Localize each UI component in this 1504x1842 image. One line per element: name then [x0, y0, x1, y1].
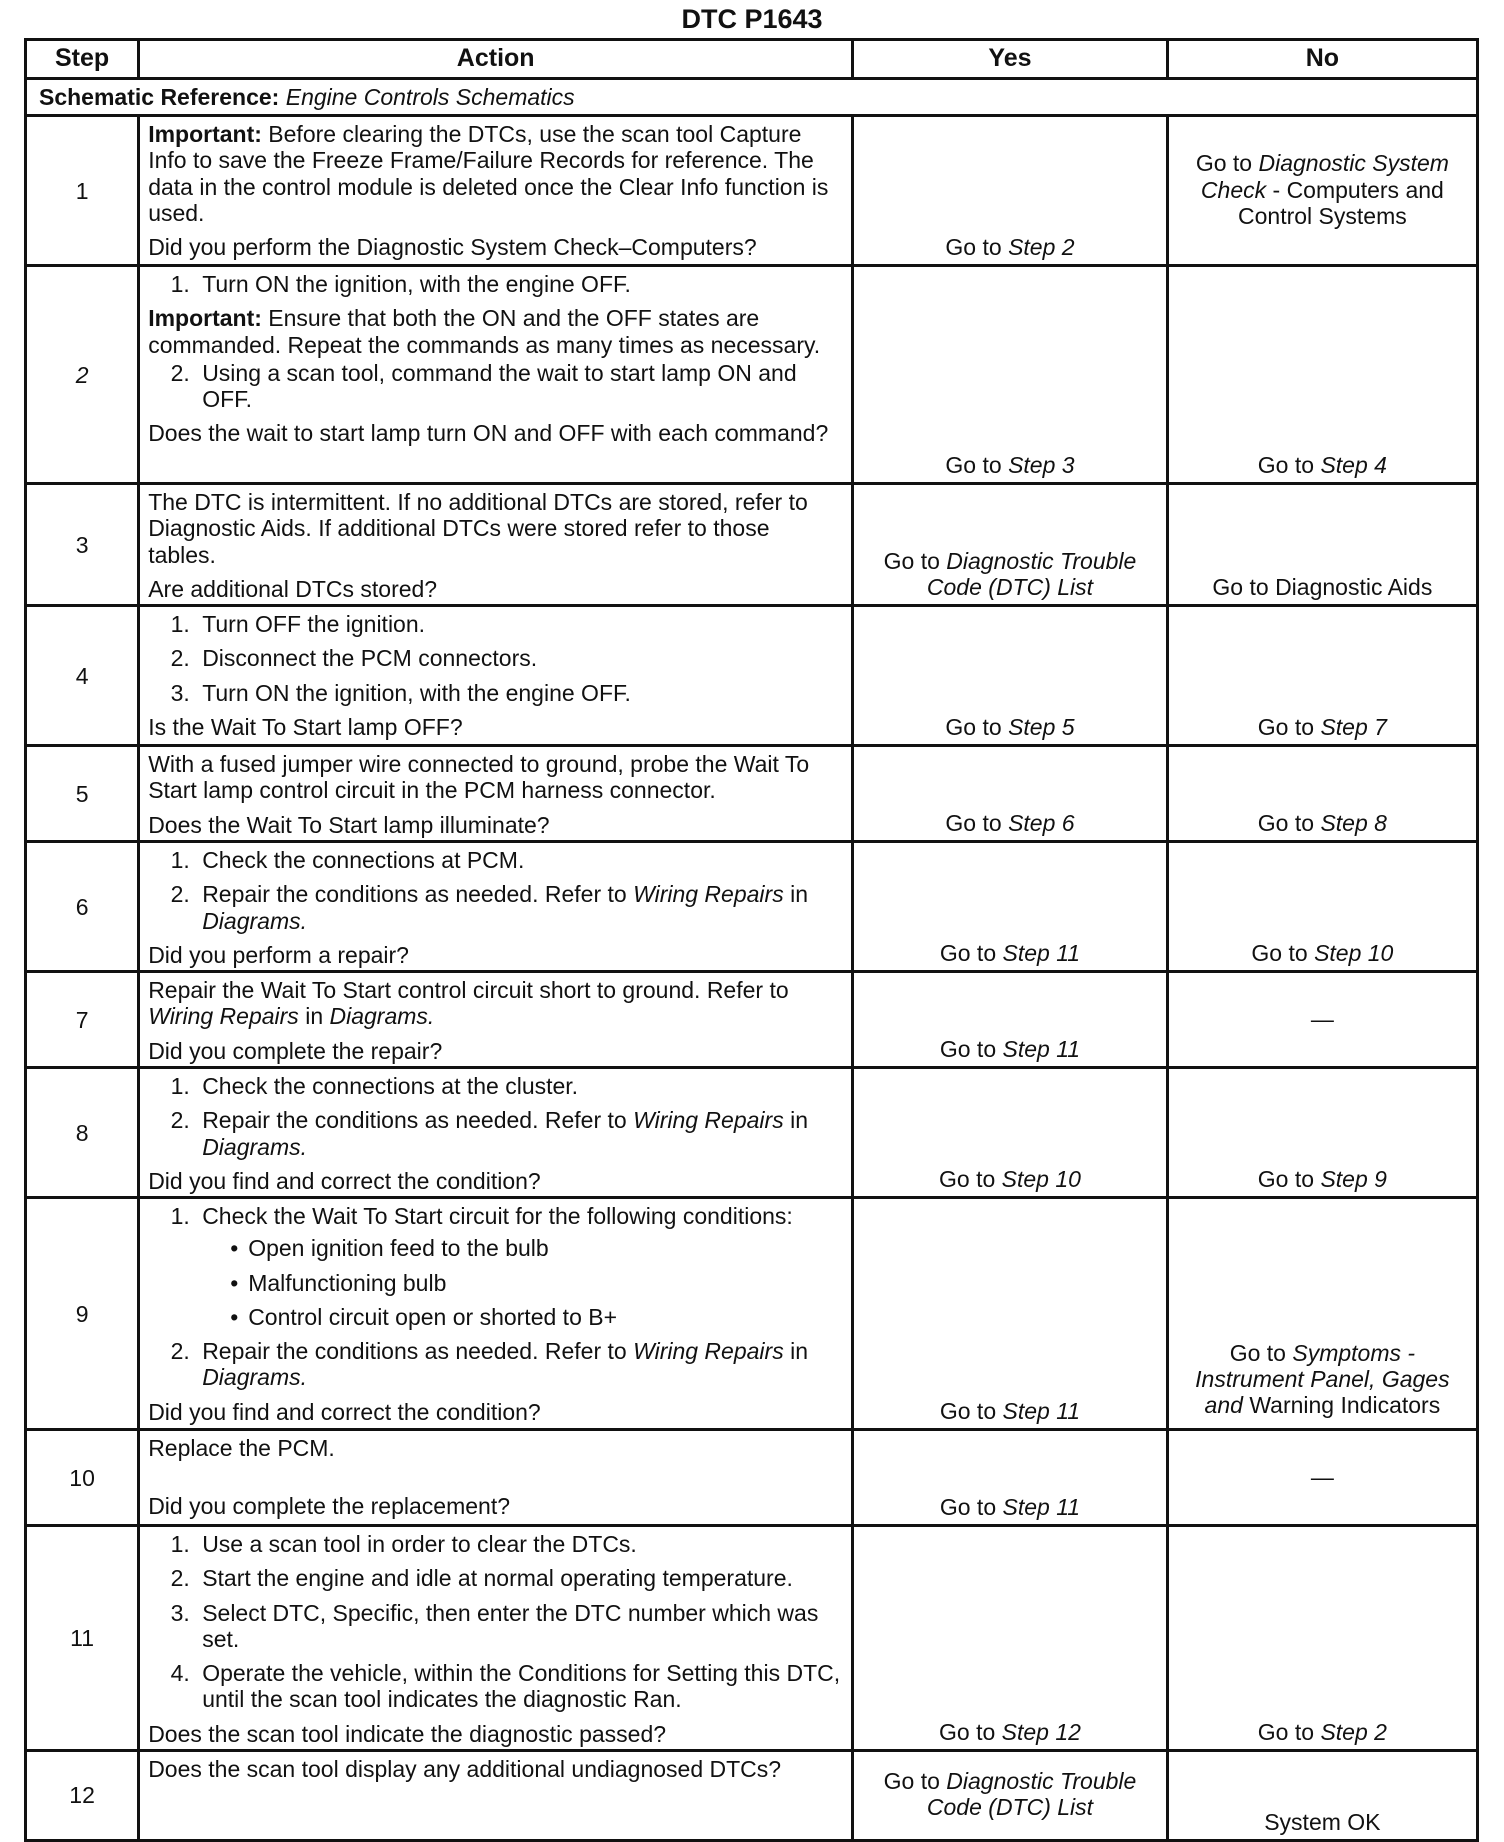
yes-cell: Go to Step 5	[853, 606, 1168, 746]
table-row	[26, 266, 1478, 484]
question: Did you perform a repair?	[148, 941, 409, 968]
action-cell: The DTC is intermittent. If no additional DTCs are stored, refer to Diagnostic Aids. If additional DTCs were stored refer to those tables. Are additional DTCs stored?	[139, 484, 853, 606]
header-row	[26, 40, 1478, 79]
yes-cell: Go to Step 11	[853, 972, 1168, 1068]
action-cell: With a fused jumper wire connected to ground, probe the Wait To Start lamp control circuit in the PCM harness connector. Does the Wait To Start lamp illuminate?	[139, 746, 853, 842]
header-action: Action	[139, 40, 853, 79]
question: Did you complete the replacement?	[148, 1493, 510, 1520]
yes-cell: Go to Diagnostic Trouble Code (DTC) List	[853, 1750, 1168, 1840]
no-cell: Go to Step 9	[1167, 1068, 1477, 1198]
question: Are additional DTCs stored?	[148, 575, 438, 602]
step-number: 5	[26, 746, 139, 842]
no-cell: Go to Step 8	[1167, 746, 1477, 842]
step-number: 11	[26, 1526, 139, 1751]
table-row	[26, 842, 1478, 972]
action-cell: 1. Check the Wait To Start circuit for the following conditions: • Open ignition feed to the bulb • Malfunctioning bulb • Control circuit open or shorted to B+ 2. Repair the conditions as needed. Refer to Wiring Repairs in Diagrams. Did you find and correct the condition?	[139, 1198, 853, 1430]
page-title: DTC P1643	[681, 4, 823, 34]
action-cell: 1. Turn OFF the ignition. 2. Disconnect the PCM connectors. 3. Turn ON the ignition, with the engine OFF. Is the Wait To Start lamp OFF?	[139, 606, 853, 746]
step-number: 2	[26, 266, 139, 484]
step-number: 7	[26, 972, 139, 1068]
yes-cell: Go to Step 3	[853, 266, 1168, 484]
no-cell: Go to Step 2	[1167, 1526, 1477, 1751]
table-row	[26, 1198, 1478, 1430]
yes-cell: Go to Step 12	[853, 1526, 1168, 1751]
table-row	[26, 1430, 1478, 1526]
yes-cell: Go to Step 10	[853, 1068, 1168, 1198]
header-step: Step	[26, 40, 139, 79]
table-row	[26, 1068, 1478, 1198]
question: Did you find and correct the condition?	[148, 1167, 541, 1194]
no-cell: Go to Step 7	[1167, 606, 1477, 746]
question: Did you complete the repair?	[148, 1037, 443, 1064]
question: Does the scan tool display any additional undiagnosed DTCs?	[148, 1755, 782, 1782]
schematic-reference: Schematic Reference: Engine Controls Schematics	[26, 79, 1478, 116]
yes-cell: Go to Diagnostic Trouble Code (DTC) List	[853, 484, 1168, 606]
action-cell: 1. Turn ON the ignition, with the engine OFF. Important: Ensure that both the ON and the OFF states are commanded. Repeat the commands as many times as necessary. 2. Using a scan tool, command the wait to start lamp ON and OFF. Does the wait to start lamp turn ON and OFF with each command?	[139, 266, 853, 484]
question: Does the wait to start lamp turn ON and OFF with each command?	[148, 420, 829, 447]
table-row	[26, 1526, 1478, 1751]
step-number: 3	[26, 484, 139, 606]
list-item: • Control circuit open or shorted to B+	[242, 1304, 843, 1330]
action-cell: 1. Check the connections at the cluster. 2. Repair the conditions as needed. Refer to Wiring Repairs in Diagrams. Did you find and correct the condition?	[139, 1068, 853, 1198]
schematic-reference-row	[26, 79, 1478, 116]
yes-cell: Go to Step 11	[853, 1430, 1168, 1526]
table-row	[26, 116, 1478, 266]
step-number: 6	[26, 842, 139, 972]
step-number: 12	[26, 1750, 139, 1840]
step-number: 4	[26, 606, 139, 746]
table-row	[26, 484, 1478, 606]
yes-cell: Go to Step 11	[853, 842, 1168, 972]
step-number: 9	[26, 1198, 139, 1430]
yes-cell: Go to Step 6	[853, 746, 1168, 842]
table-row	[26, 972, 1478, 1068]
step-number: 8	[26, 1068, 139, 1198]
action-cell: Replace the PCM. Did you complete the replacement?	[139, 1430, 853, 1526]
no-cell: Go to Step 4	[1167, 266, 1477, 484]
action-cell: Repair the Wait To Start control circuit short to ground. Refer to Wiring Repairs in Diagrams. Did you complete the repair?	[139, 972, 853, 1068]
yes-cell: Go to Step 2	[853, 116, 1168, 266]
header-no: No	[1167, 40, 1477, 79]
step-number: 1	[26, 116, 139, 266]
no-cell: Go to Diagnostic Aids	[1167, 484, 1477, 606]
diagnostic-table	[24, 38, 1479, 1842]
action-cell: 1. Use a scan tool in order to clear the DTCs. 2. Start the engine and idle at normal operating temperature. 3. Select DTC, Specific, then enter the DTC number which was set. 4. Operate the vehicle, within the Conditions for Setting this DTC, until the scan tool indicates the diagnostic Ran. Does the scan tool indicate the diagnostic passed?	[139, 1526, 853, 1751]
action-cell: Important: Before clearing the DTCs, use the scan tool Capture Info to save the Freeze Frame/Failure Records for reference. The data in the control module is deleted once the Clear Info function is used. Did you perform the Diagnostic System Check–Computers?	[139, 116, 853, 266]
header-yes: Yes	[853, 40, 1168, 79]
action-cell	[139, 1750, 853, 1840]
question: Does the scan tool indicate the diagnostic passed?	[148, 1720, 667, 1747]
question: Did you find and correct the condition?	[148, 1398, 541, 1425]
yes-cell: Go to Step 11	[853, 1198, 1168, 1430]
no-cell: System OK	[1167, 1750, 1477, 1840]
list-item: • Malfunctioning bulb	[242, 1270, 843, 1296]
no-cell: Go to Symptoms - Instrument Panel, Gages and Warning Indicators	[1167, 1198, 1477, 1430]
no-cell: —	[1167, 972, 1477, 1068]
question: Did you perform the Diagnostic System Check–Computers?	[148, 234, 757, 261]
question: Is the Wait To Start lamp OFF?	[148, 713, 463, 740]
no-cell: Go to Diagnostic System Check - Computers and Control Systems	[1167, 116, 1477, 266]
list-item: • Open ignition feed to the bulb	[242, 1235, 843, 1261]
table-row	[26, 606, 1478, 746]
action-cell: 1. Check the connections at PCM. 2. Repair the conditions as needed. Refer to Wiring Repairs in Diagrams. Did you perform a repair?	[139, 842, 853, 972]
table-row	[26, 746, 1478, 842]
step-number: 10	[26, 1430, 139, 1526]
no-cell: —	[1167, 1430, 1477, 1526]
no-cell: Go to Step 10	[1167, 842, 1477, 972]
question: Does the Wait To Start lamp illuminate?	[148, 811, 550, 838]
table-row	[26, 1750, 1478, 1840]
